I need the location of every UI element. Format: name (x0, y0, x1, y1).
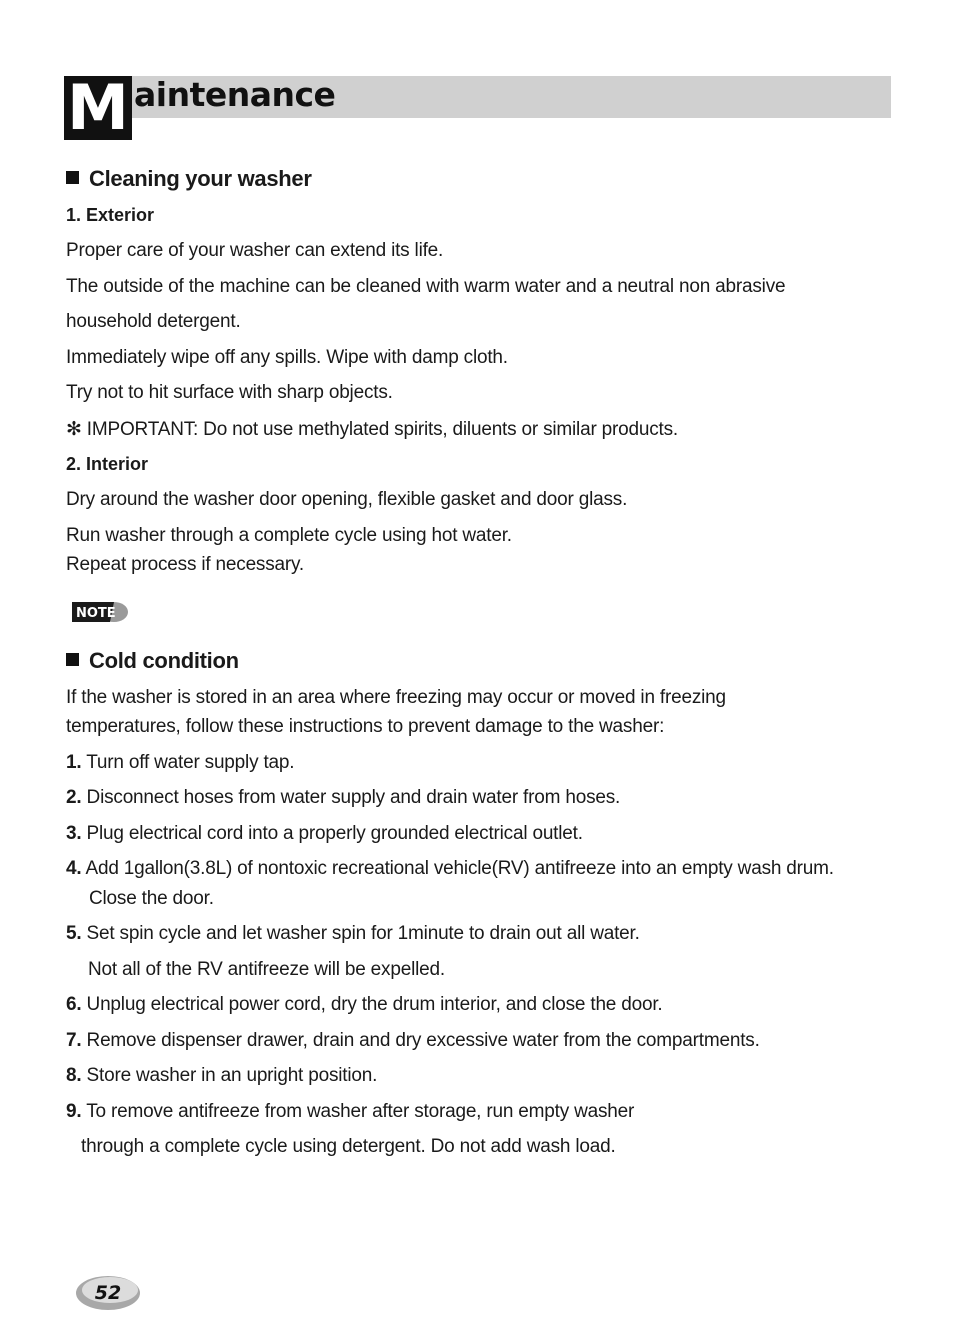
header-initial: M (67, 71, 129, 144)
important-warning: ✻ IMPORTANT: Do not use methylated spirits, diluents or similar products. (66, 419, 679, 440)
page-number-badge (70, 1273, 142, 1313)
note-badge-label: NOTE (76, 606, 116, 621)
step-4: 4. Add 1gallon(3.8L) of nontoxic recreational vehicle(RV) antifreeze into an empty wash drum. (66, 858, 834, 879)
paragraph-line: Repeat process if necessary. (66, 554, 304, 575)
step-1: 1. Turn off water supply tap. (66, 752, 295, 773)
subheading-interior: 2. Interior (66, 454, 149, 474)
step-5: 5. Set spin cycle and let washer spin for 1minute to drain out all water. (66, 923, 640, 944)
square-bullet-icon (66, 171, 79, 184)
step-9-continuation: through a complete cycle using detergent. Do not add wash load. (81, 1136, 616, 1157)
page-number: 52 (94, 1282, 122, 1304)
step-6: 6. Unplug electrical power cord, dry the drum interior, and close the door. (66, 994, 663, 1015)
paragraph-line: If the washer is stored in an area where freezing may occur or moved in freezing (66, 687, 726, 708)
step-3: 3. Plug electrical cord into a properly grounded electrical outlet. (66, 823, 583, 844)
paragraph-line: Dry around the washer door opening, flexible gasket and door glass. (66, 489, 628, 510)
step-2: 2. Disconnect hoses from water supply and drain water from hoses. (66, 787, 621, 808)
square-bullet-icon (66, 653, 79, 666)
paragraph-line: household detergent. (66, 311, 241, 332)
step-9: 9. To remove antifreeze from washer after storage, run empty washer (66, 1101, 635, 1122)
paragraph-line: Immediately wipe off any spills. Wipe with damp cloth. (66, 347, 508, 368)
paragraph-line: Run washer through a complete cycle using hot water. (66, 525, 512, 546)
header-initial-box (64, 71, 132, 144)
paragraph-line: temperatures, follow these instructions to prevent damage to the washer: (66, 716, 665, 737)
paragraph-line: Try not to hit surface with sharp objects. (66, 382, 393, 403)
step-5-continuation: Not all of the RV antifreeze will be expelled. (88, 959, 445, 980)
step-7: 7. Remove dispenser drawer, drain and dry excessive water from the compartments. (66, 1030, 760, 1051)
page-title: aintenance (134, 75, 336, 114)
paragraph-line: Proper care of your washer can extend its life. (66, 240, 444, 261)
step-4-continuation: Close the door. (89, 888, 214, 909)
section-title-cleaning: Cleaning your washer (66, 166, 312, 192)
paragraph-line: The outside of the machine can be cleaned with warm water and a neutral non abrasive (66, 276, 786, 297)
subheading-exterior: 1. Exterior (66, 205, 155, 225)
note-badge-icon (70, 600, 130, 624)
step-8: 8. Store washer in an upright position. (66, 1065, 378, 1086)
section-title-cold: Cold condition (66, 648, 239, 674)
